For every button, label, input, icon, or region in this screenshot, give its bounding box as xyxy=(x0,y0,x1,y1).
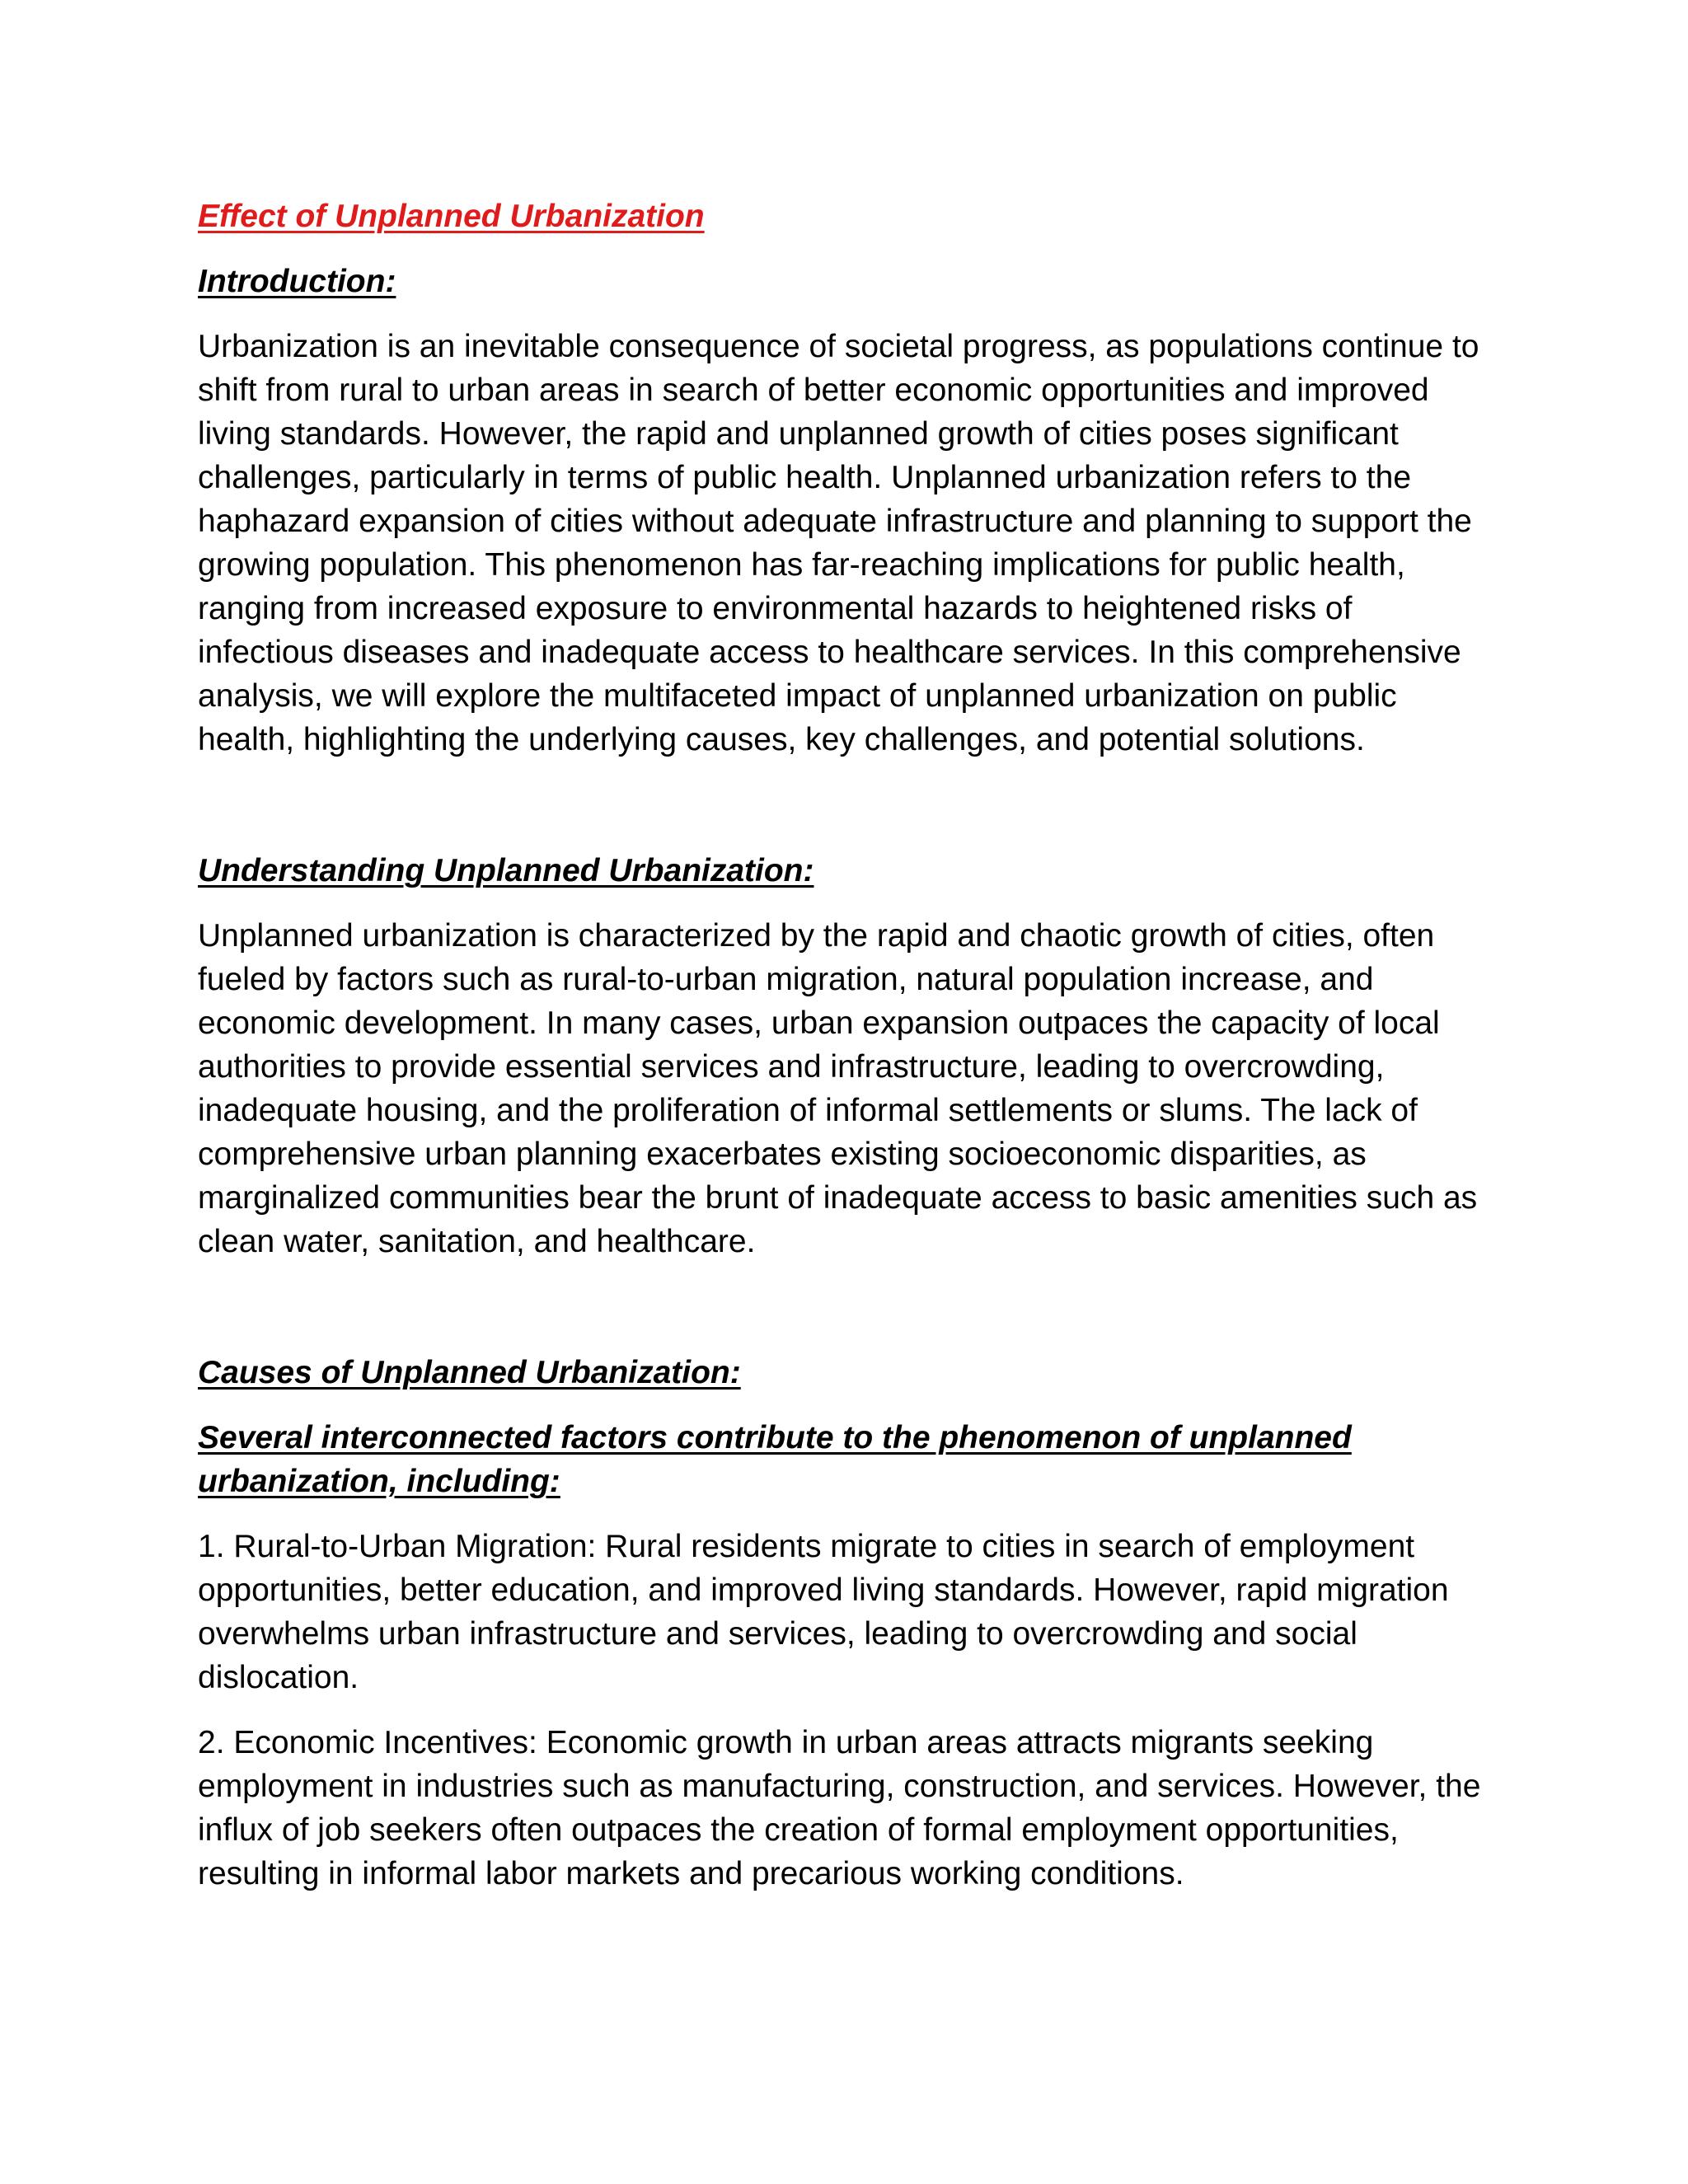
cause-item-economic-incentives: 2. Economic Incentives: Economic growth in urban areas attracts migrants seeking employment in industries such as manufacturing, construction, and services. However, the influx of job seekers often outpaces the creation of formal employment opportunities, resulting in informal labor markets and precarious working conditions. xyxy=(198,1725,1481,1891)
introduction-paragraph: Urbanization is an inevitable consequence of societal progress, as populations continue to shift from rural to urban areas in search of better economic opportunities and improved living standards. However, the rapid and unplanned growth of cities poses significant challenges, particularly in terms of public health. Unplanned urbanization refers to the haphazard expansion of cities without adequate infrastructure and planning to support the growing population. This phenomenon has far-reaching implications for public health, ranging from increased exposure to environmental hazards to heightened risks of infectious diseases and inadequate access to healthcare services. In this comprehensive analysis, we will explore the multifaceted impact of unplanned urbanization on public health, highlighting the underlying causes, key challenges, and potential solutions. xyxy=(198,329,1479,757)
document-title: Effect of Unplanned Urbanization xyxy=(198,199,705,234)
causes-subheading: Several interconnected factors contribute to the phenomenon of unplanned urbanization, including: xyxy=(198,1420,1352,1499)
document-body xyxy=(198,194,1484,1917)
section-heading-introduction: Introduction: xyxy=(198,264,396,299)
section-heading-understanding: Understanding Unplanned Urbanization: xyxy=(198,853,814,888)
section-heading-causes: Causes of Unplanned Urbanization: xyxy=(198,1355,741,1390)
cause-item-rural-migration: 1. Rural-to-Urban Migration: Rural residents migrate to cities in search of employment opportunities, better education, and improved living standards. However, rapid migration overwhelms urban infrastructure and services, leading to overcrowding and social dislocation. xyxy=(198,1529,1449,1695)
understanding-paragraph: Unplanned urbanization is characterized by the rapid and chaotic growth of cities, often fueled by factors such as rural-to-urban migration, natural population increase, and economic development. In many cases, urban expansion outpaces the capacity of local authorities to provide essential services and infrastructure, leading to overcrowding, inadequate housing, and the proliferation of informal settlements or slums. The lack of comprehensive urban planning exacerbates existing socioeconomic disparities, as marginalized communities bear the brunt of inadequate access to basic amenities such as clean water, sanitation, and healthcare. xyxy=(198,918,1478,1259)
